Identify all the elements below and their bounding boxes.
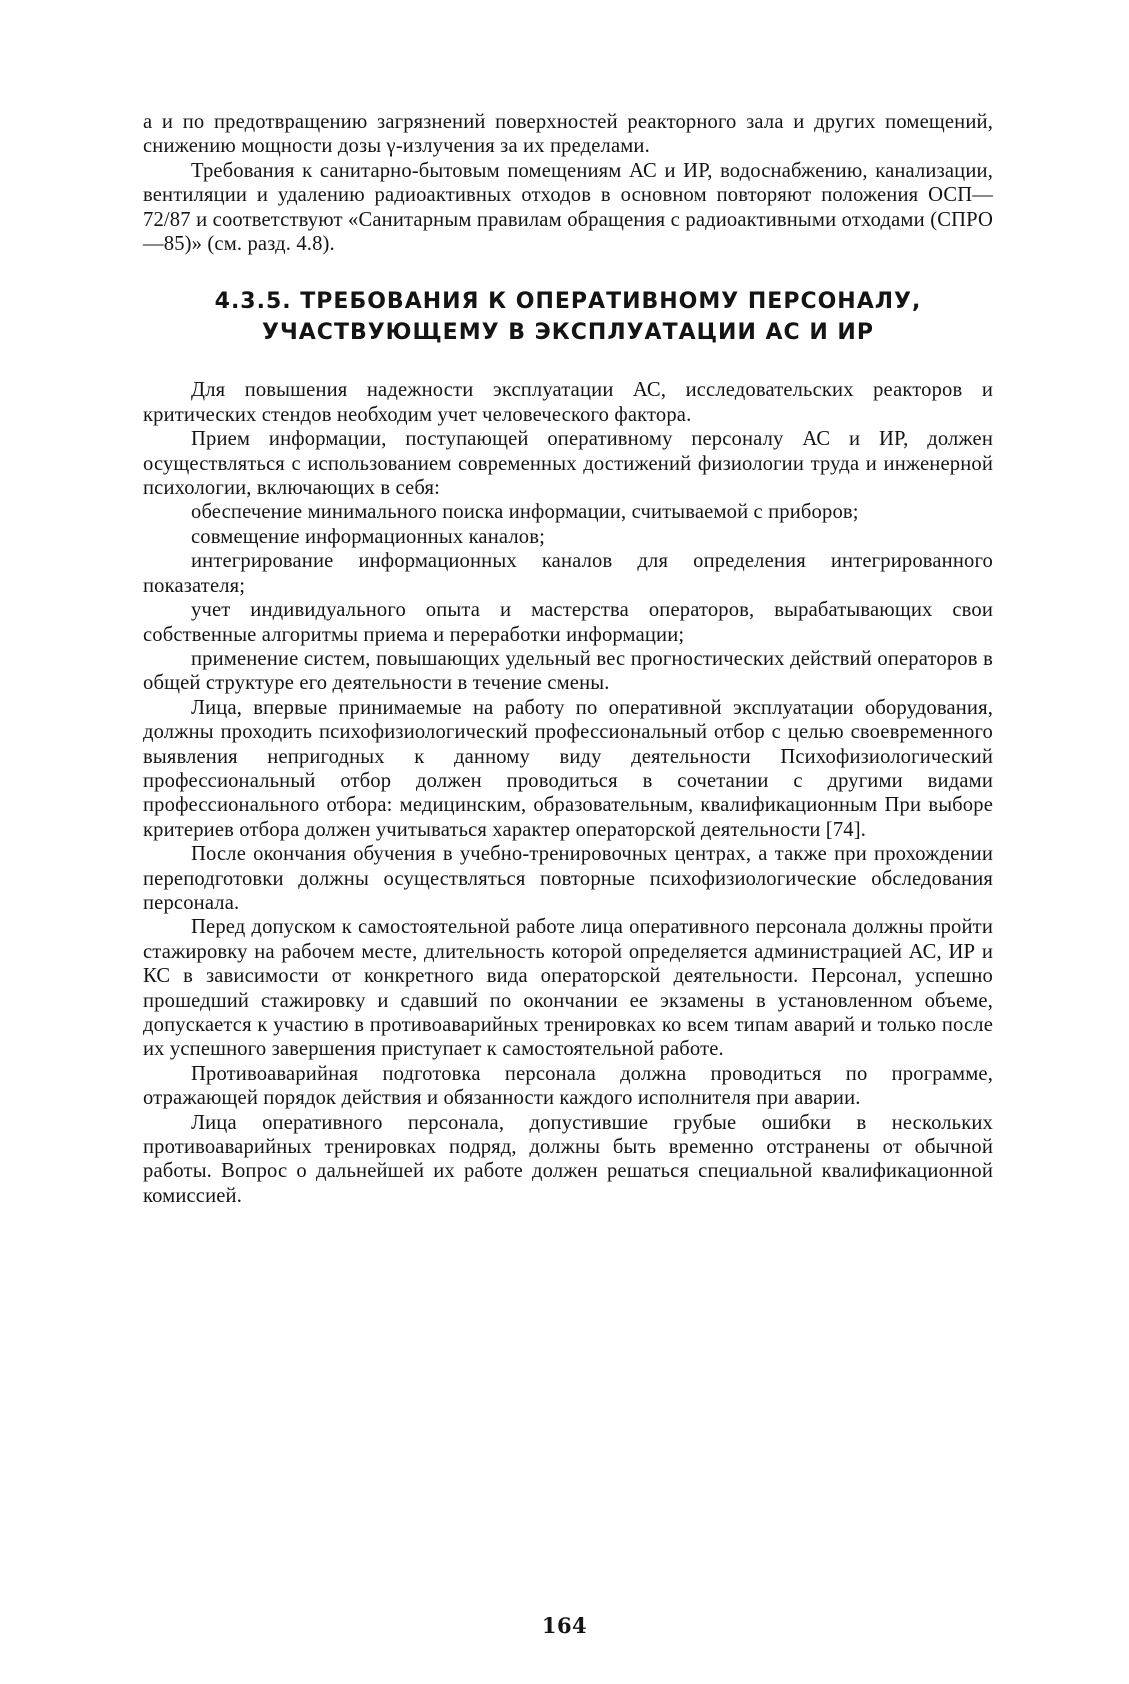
list-item-minimal-search: обеспечение минимального поиска информации, считываемой с приборов; [191,501,859,524]
paragraph-repeat-examinations: После окончания обучения в учебно-тренировочных центрах, а также при прохождении переподготовки должны осуществляться повторные психофизиологические обследования персонала. [143,843,993,914]
paragraph-internship: Перед допуском к самостоятельной работе лица оперативного персонала должны пройти стажировку на рабочем месте, длительность которой определяется администрацией АС, ИР и КС в зависимости от конкретного вида операторской деятельности. Персонал, успешно прошедший стажировку и сдавший по окончании ее экзамены в установленном объеме, допускается к участию в противоаварийных тренировках ко всем типам аварий и только после их успешного завершения приступает к самостоятельной работе. [143,916,993,1061]
continued-paragraph: а и по предотвращению загрязнений поверхностей реакторного зала и других помещений, снижению мощности дозы γ-излучения за их пределами. [143,111,993,158]
list-item-channel-combination: совмещение информационных каналов; [191,525,545,548]
paragraph-suspension: Лица оперативного персонала, допустившие грубые ошибки в нескольких противоаварийных тренировках подряд, должны быть временно отстранены от обычной работы. Вопрос о дальнейшей их работе должен решаться специальной квалификационной комиссией. [143,1111,993,1207]
section-heading-line-1: 4.3.5. ТРЕБОВАНИЯ К ОПЕРАТИВНОМУ ПЕРСОНАЛУ, [214,289,922,315]
section-body [143,378,993,1208]
list-item-channel-integration: интегрирование информационных каналов для определения интегрированного показателя; [143,550,993,597]
paragraph-human-factor: Для повышения надежности эксплуатации АС, исследовательских реакторов и критических стендов необходим учет человеческого фактора. [143,379,993,426]
document-page [143,110,993,1208]
list-item-prognostic-systems: применение систем, повышающих удельный вес прогностических действий операторов в общей структуре его деятельности в течение смены. [143,647,993,695]
section-heading [143,286,993,348]
section-heading-line-2: УЧАСТВУЮЩЕМУ В ЭКСПЛУАТАЦИИ АС И ИР [262,320,874,346]
paragraph-information-reception: Прием информации, поступающей оперативному персоналу АС и ИР, должен осуществляться с использованием современных достижений физиологии труда и инженерной психологии, включающих в себя: [143,428,993,500]
sanitary-requirements-paragraph: Требования к санитарно-бытовым помещениям АС и ИР, водоснабжению, канализации, вентиляции и удалению радиоактивных отходов в основном повторяют положения ОСП—72/87 и соответствуют «Санитарным правилам обращения с радиоактивными отходами (СПРО—85)» (см. разд. 4.8). [143,159,993,256]
paragraph-emergency-training: Противоаварийная подготовка персонала должна проводиться по программе, отражающей порядок действия и обязанности каждого исполнителя при аварии. [143,1062,993,1110]
paragraph-professional-selection: Лица, впервые принимаемые на работу по оперативной эксплуатации оборудования, должны проходить психофизиологический профессиональный отбор с целью своевременного выявления непригодных к данному виду деятельности Психофизиологический профессиональный отбор должен проводиться в сочетании с другими видами профессионального отбора: медицинским, образовательным, квалификационным При выборе критериев отбора должен учитываться характер операторской деятельности [74]. [143,696,993,841]
list-item-operator-experience: учет индивидуального опыта и мастерства операторов, вырабатывающих свои собственные алгоритмы приема и переработки информации; [143,599,993,646]
page-number: 164 [541,1613,588,1638]
